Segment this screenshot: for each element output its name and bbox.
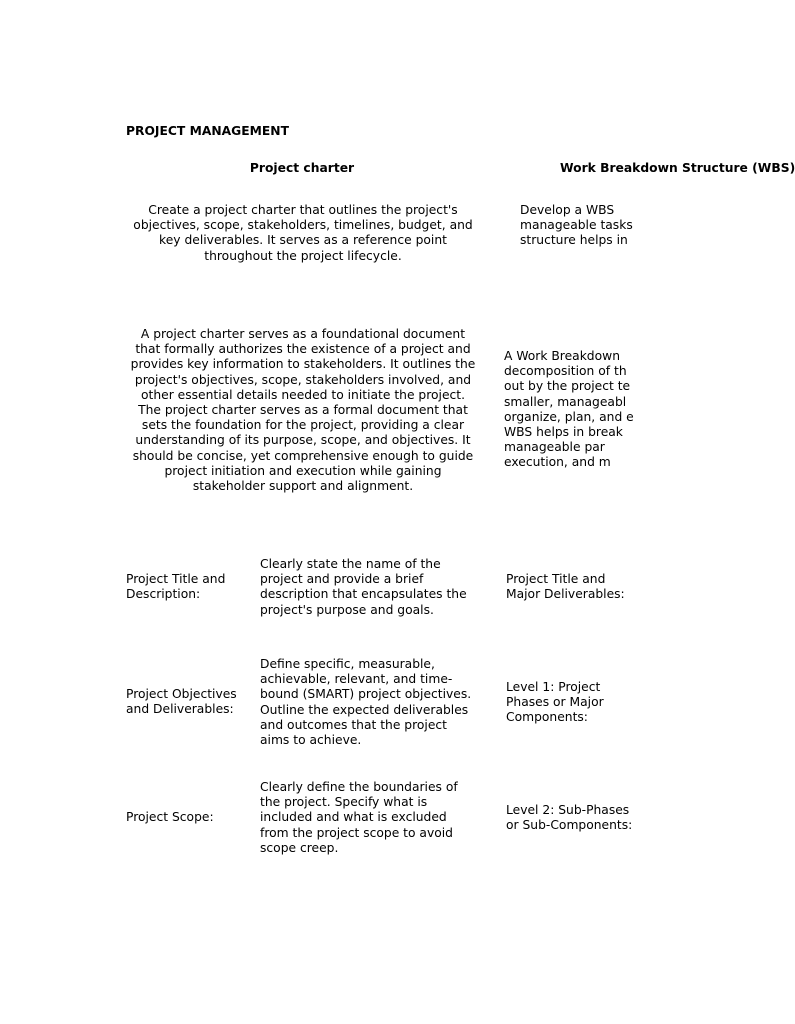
wbs-row-label-level-2: Level 2: Sub-Phases or Sub-Components: bbox=[506, 803, 633, 833]
row-detail-title-description: Clearly state the name of the project and provide a brief description that encapsulates the project's purpose and goals. bbox=[260, 557, 467, 617]
wbs-row-label-title-deliverables: Project Title and Major Deliverables: bbox=[506, 572, 625, 602]
wbs-heading: Work Breakdown Structure (WBS) bbox=[560, 161, 795, 175]
row-detail-objectives-deliverables: Define specific, measurable, achievable, relevant, and time- bound (SMART) project objectives. Outline the expected deliverables and outcomes that the project aims to achieve. bbox=[260, 657, 472, 748]
document-title: PROJECT MANAGEMENT bbox=[126, 124, 289, 138]
row-label-objectives-deliverables: Project Objectives and Deliverables: bbox=[126, 687, 237, 717]
wbs-intro: Develop a WBS manageable tasks structure helps in bbox=[520, 203, 633, 248]
row-detail-project-scope: Clearly define the boundaries of the project. Specify what is included and what is excluded from the project scope to avoid scope creep. bbox=[260, 780, 458, 855]
row-label-project-scope: Project Scope: bbox=[126, 810, 214, 824]
wbs-description: A Work Breakdown decomposition of th out by the project te smaller, manageabl organize, plan, and e WBS helps in break manageable par execution, and m bbox=[504, 349, 634, 470]
wbs-row-label-level-1: Level 1: Project Phases or Major Components: bbox=[506, 680, 604, 725]
project-charter-intro: Create a project charter that outlines the project's objectives, scope, stakeholders, timelines, budget, and key deliverables. It serves as a reference point throughout the project lifecycle. bbox=[133, 203, 473, 263]
row-label-title-description: Project Title and Description: bbox=[126, 572, 226, 602]
project-charter-heading: Project charter bbox=[249, 161, 355, 175]
project-charter-description: A project charter serves as a foundational document that formally authorizes the existence of a project and provides key information to stakeholders. It outlines the project's objectives, scope, stakeholders involved, and other essential details needed to initiate the project. The project charter serves as a formal document that sets the foundation for the project, providing a clear understanding of its purpose, scope, and objectives. It should be concise, yet comprehensive enough to guide project initiation and execution while gaining stakeholder support and alignment. bbox=[130, 327, 476, 494]
